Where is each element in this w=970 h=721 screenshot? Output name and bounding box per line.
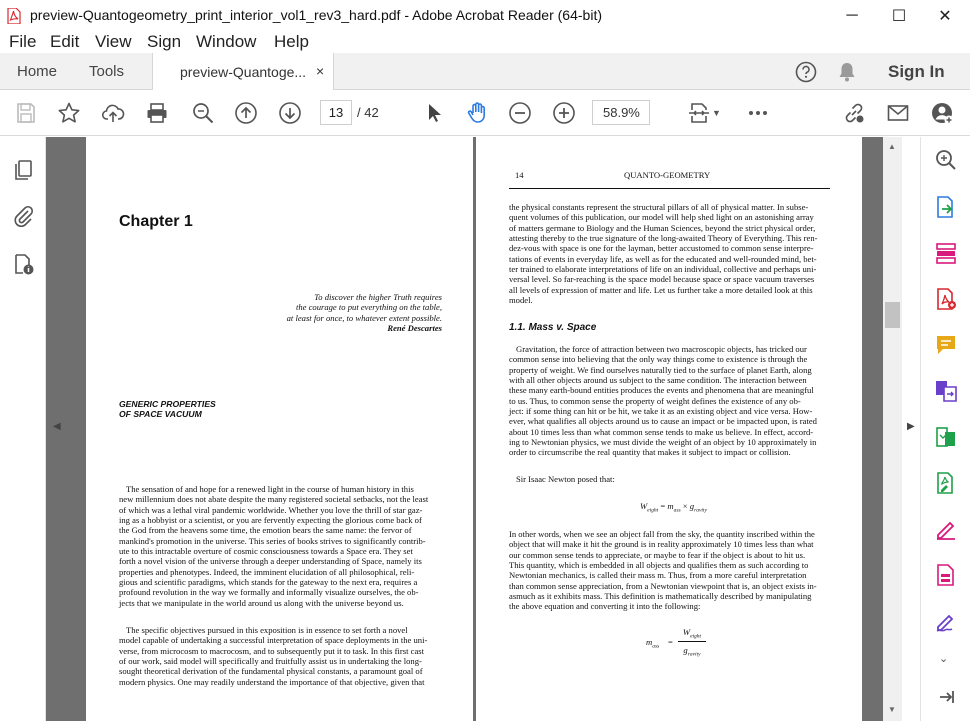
eq-operator: = bbox=[660, 501, 666, 511]
bookmark-star-icon[interactable] bbox=[57, 101, 81, 125]
window-title: preview-Quantogeometry_print_interior_vol1_rev3_hard.pdf - Adobe Acrobat Reader (64-bit) bbox=[30, 7, 602, 23]
text-line: the above equation and converting it into the following: bbox=[509, 601, 701, 612]
zoom-level-input[interactable]: 58.9% bbox=[592, 100, 650, 125]
tab-bar bbox=[0, 53, 970, 90]
text-line: our common sense tends to appreciate, or maybe to fear if the object is about to hit us. bbox=[509, 549, 806, 560]
pdf-page-right bbox=[476, 137, 862, 721]
text-line: jects that we manipulate in the world around us along with the universe beyond us. bbox=[119, 597, 404, 608]
combine-files-icon[interactable] bbox=[934, 379, 958, 403]
menu-edit[interactable]: Edit bbox=[50, 32, 80, 51]
compress-pdf-icon[interactable] bbox=[934, 425, 958, 449]
eq-symbol: g bbox=[689, 501, 695, 511]
body-paragraph bbox=[509, 529, 830, 612]
page-number-input[interactable]: 13 bbox=[320, 100, 352, 125]
text-line: object that will make it hit the ground is in reality approximately 10 times less than what bbox=[509, 539, 814, 550]
next-page-icon[interactable] bbox=[278, 101, 302, 125]
text-line: versal level. So far-reaching is the space model because space or space vacuum traverses bbox=[509, 274, 815, 285]
text-line: of which was a lethal viral pandemic worldwide. Whether you love the thrill of star gaz- bbox=[119, 504, 423, 515]
text-line: the God from the heavens some time, the emotion bears the same name: the fervor of bbox=[119, 525, 412, 536]
text-line: of matters germane to Biology and the Human Sciences, beyond the strict physical order, bbox=[509, 222, 816, 233]
text-line: to us. Thus, to common sense the property of weight defines the existence of any ob- bbox=[509, 395, 801, 406]
eq-symbol: g bbox=[683, 645, 688, 655]
eq-symbol: W bbox=[682, 627, 691, 637]
epigraph-line: the courage to put everything on the table, bbox=[295, 302, 442, 313]
text-line: The specific objectives pursued in this exposition is in essence to set forth a novel bbox=[126, 625, 408, 635]
text-line: property of weight. We find ourselves naturally tied to the surface of planet Earth, along bbox=[509, 364, 812, 375]
export-pdf-icon[interactable] bbox=[934, 195, 958, 219]
eq-operator: × bbox=[682, 501, 688, 511]
text-line: The sensation of and hope for a renewed light in the course of human history in this bbox=[126, 484, 414, 494]
page-number: 14 bbox=[515, 170, 524, 180]
scrollbar-thumb[interactable] bbox=[885, 302, 900, 328]
text-line: about 10 times less than what common sense tends to make us believe. In effect, accord- bbox=[509, 426, 814, 437]
eq-subscript: ravity bbox=[687, 651, 701, 658]
text-line: tations of events in everyday life, as well as for the educated and well-rounded mind, bet- bbox=[509, 253, 817, 264]
title-bar bbox=[0, 0, 970, 31]
left-navigation-rail bbox=[0, 137, 46, 721]
close-tab-button[interactable]: × bbox=[316, 63, 325, 79]
text-line: verse, from microcosm to macrocosm, and to subsequently put it to task. In this first cast bbox=[119, 645, 425, 656]
menu-window[interactable]: Window bbox=[196, 32, 257, 51]
body-paragraph: Sir Isaac Newton posed that: bbox=[516, 474, 615, 484]
subsection-heading: 1.1. Mass v. Space bbox=[509, 322, 597, 333]
text-line: order to circumscribe the real quantity that makes it subject to impact or collision. bbox=[509, 447, 791, 458]
right-tools-rail bbox=[920, 137, 970, 721]
eq-subscript: ass bbox=[652, 643, 660, 650]
email-icon[interactable] bbox=[886, 101, 910, 125]
chapter-title: Chapter 1 bbox=[119, 213, 193, 230]
request-signature-icon[interactable] bbox=[934, 609, 958, 633]
tab-document-label: preview-Quantoge... bbox=[180, 64, 307, 80]
search-zoom-tool-icon[interactable] bbox=[934, 148, 958, 172]
close-icon: ✕ bbox=[938, 7, 952, 25]
collapse-right-pane-icon[interactable] bbox=[934, 685, 958, 709]
text-line: new millennium does not abate despite the many registered societal setbacks, not the least bbox=[119, 494, 429, 505]
text-line: ject: if some thing can hit or be hit, we take it as an existing object and vice versa. How- bbox=[509, 406, 813, 417]
hand-tool-icon[interactable] bbox=[465, 101, 489, 125]
section-heading-line: GENERIC PROPERTIES bbox=[119, 399, 216, 409]
text-line: forth a novel vision of the universe through a deeper understanding of Space, namely its bbox=[119, 556, 422, 567]
more-tools-icon[interactable] bbox=[746, 101, 770, 125]
text-line: attesting thereby to the true signature of the long-awaited Theory of Everything. This ren- bbox=[509, 233, 818, 244]
create-pdf-icon[interactable] bbox=[934, 287, 958, 311]
text-line: than common sense appreciation, from a Newtonian viewpoint that is, an object exists in- bbox=[509, 580, 817, 591]
text-line: ute to this intractable overture of cosmic consciousness towards a Space era. They set bbox=[119, 546, 413, 557]
epigraph bbox=[182, 292, 442, 333]
body-paragraph bbox=[509, 202, 830, 305]
text-line: mankind's promotion in the universe. This series of books strives to significantly contrib- bbox=[119, 535, 426, 546]
eq-symbol: m bbox=[667, 501, 674, 511]
add-user-icon[interactable] bbox=[930, 101, 954, 125]
zoom-search-icon[interactable] bbox=[191, 101, 215, 125]
text-line: profound revolution in the way we formally and informally visualize ourselves, the ob- bbox=[119, 587, 419, 598]
eq-symbol: W bbox=[640, 501, 648, 511]
text-line: This quantity, which is embedded in all objects and qualifies them as such according to bbox=[509, 560, 809, 571]
minimize-button[interactable] bbox=[829, 0, 875, 31]
tab-document[interactable] bbox=[152, 53, 334, 91]
acrobat-pdf-icon bbox=[7, 8, 21, 24]
minimize-icon: ─ bbox=[846, 6, 858, 24]
epigraph-author: René Descartes bbox=[387, 322, 442, 333]
share-link-icon[interactable] bbox=[842, 101, 866, 125]
text-line: In other words, when we see an object fall from the sky, the quantity inscribed within the bbox=[509, 529, 815, 539]
close-window-button[interactable] bbox=[922, 0, 968, 31]
notifications-bell-icon[interactable] bbox=[837, 61, 857, 83]
epigraph-line: To discover the higher Truth requires bbox=[314, 292, 442, 302]
text-line: these many earth-bound entities produces the events and phenomena that are meaningful bbox=[509, 385, 814, 396]
help-icon[interactable] bbox=[795, 61, 817, 83]
eq-operator: = bbox=[668, 637, 673, 647]
scroll-up-arrow-icon[interactable]: ▲ bbox=[888, 142, 896, 151]
page-total: / 42 bbox=[357, 105, 379, 120]
maximize-icon: ☐ bbox=[891, 7, 907, 25]
sign-in-button[interactable]: Sign In bbox=[888, 62, 945, 81]
protect-form-icon[interactable] bbox=[934, 563, 958, 587]
text-line: properties and phenotypes. Indeed, the imminent elucidation of all philosophical, reli- bbox=[119, 566, 415, 577]
fill-sign-icon[interactable] bbox=[934, 517, 958, 541]
eq-subscript: ass bbox=[673, 507, 681, 514]
text-line: ing as a hobbyist or a scientist, or you are fervently expecting the glorious come back of bbox=[119, 515, 422, 526]
pdf-page-left bbox=[86, 137, 473, 721]
tab-home[interactable]: Home bbox=[17, 63, 58, 80]
body-paragraph bbox=[509, 344, 830, 458]
comment-icon[interactable] bbox=[934, 333, 958, 357]
text-line: gious and scientific paradigms, which stands for the gateway to the next era, requires a bbox=[119, 577, 418, 588]
vertical-scrollbar[interactable] bbox=[883, 137, 902, 721]
eq-subscript: eight bbox=[647, 507, 659, 514]
text-line: ing to Newtonian physics, we must divide the weight of an object by 10 approximately in bbox=[509, 437, 817, 448]
eq-subscript: eight bbox=[690, 633, 702, 640]
equation-weight bbox=[640, 501, 707, 514]
menu-file[interactable]: File bbox=[9, 32, 37, 51]
text-line: model capable of undertaking a successful interpretation of space deployments in the uni- bbox=[119, 635, 428, 646]
menu-help[interactable]: Help bbox=[274, 32, 309, 51]
chevron-down-icon[interactable]: ▼ bbox=[712, 108, 721, 118]
text-line: asmuch as it exhibits mass. This definition is mathematically described by manipulating bbox=[509, 591, 812, 602]
more-tools-chevron-down-icon[interactable]: ⌄ bbox=[939, 653, 949, 665]
menu-bar bbox=[0, 31, 970, 53]
scroll-down-arrow-icon[interactable]: ▼ bbox=[888, 705, 896, 714]
section-heading bbox=[119, 399, 216, 420]
document-info-icon[interactable] bbox=[11, 252, 35, 276]
maximize-button[interactable] bbox=[876, 0, 922, 31]
print-icon[interactable] bbox=[145, 101, 169, 125]
select-cursor-icon[interactable] bbox=[422, 101, 446, 125]
text-line: modern physics. One may readily understand the importance of that objective, given that bbox=[119, 676, 425, 687]
fraction-bar bbox=[678, 641, 706, 642]
previous-page-icon[interactable] bbox=[234, 101, 258, 125]
text-line: common sense into believing that the only way things come to existence is through the bbox=[509, 354, 808, 365]
collapse-left-panel-arrow-icon[interactable]: ◀ bbox=[53, 421, 61, 432]
zoom-in-icon[interactable] bbox=[552, 101, 576, 125]
body-paragraph bbox=[119, 484, 442, 608]
section-heading-line: OF SPACE VACUUM bbox=[119, 409, 202, 420]
eq-symbol: m bbox=[646, 637, 653, 647]
toolbar bbox=[0, 90, 970, 136]
edit-pdf-icon[interactable] bbox=[934, 471, 958, 495]
text-line: quent volumes of this publication, our model will help shed light on an astonishing array bbox=[509, 212, 814, 223]
epigraph-line: at least for once, to whatever extent possible. bbox=[286, 312, 442, 323]
upload-cloud-icon[interactable] bbox=[101, 101, 125, 125]
expand-right-panel-arrow-icon[interactable]: ▶ bbox=[907, 421, 915, 432]
text-line: the physical constants represent the structural pillars of all of physical matter. In subse- bbox=[509, 202, 809, 212]
organize-pages-icon[interactable] bbox=[934, 241, 958, 265]
zoom-out-icon[interactable] bbox=[508, 101, 532, 125]
text-line: Newtonian mechanics, is called their mass m. Thus, from a more careful interpretation bbox=[509, 570, 807, 581]
tab-tools[interactable]: Tools bbox=[89, 63, 125, 80]
running-head: QUANTO-GEOMETRY bbox=[624, 170, 711, 180]
save-icon[interactable] bbox=[14, 101, 38, 125]
eq-subscript: ravity bbox=[694, 507, 707, 514]
text-line: of our work, said model will specifically and fruitfully assist us in undertaking the long- bbox=[119, 656, 422, 667]
attachments-paperclip-icon[interactable] bbox=[11, 204, 35, 228]
text-line: sought theoretical derivation of the fundamental physical constants, a paramount goal of bbox=[119, 666, 423, 677]
text-line: Gravitation, the force of attraction between two macroscopic objects, has tricked our bbox=[516, 344, 807, 354]
text-line: with all other objects around us subject to the same condition. The interaction between bbox=[509, 375, 807, 386]
document-view[interactable] bbox=[46, 137, 902, 721]
text-line: all levels of expression of matter and life. Let us further take a more detailed look at this bbox=[509, 284, 813, 295]
text-line: dez-vous with space is one for the layman, better accustomed to common sense interpre- bbox=[509, 243, 814, 254]
body-paragraph bbox=[119, 625, 442, 687]
menu-view[interactable]: View bbox=[95, 32, 132, 51]
header-rule bbox=[509, 188, 830, 189]
menu-sign[interactable]: Sign bbox=[147, 32, 182, 51]
page-thumbnails-icon[interactable] bbox=[11, 158, 35, 182]
text-line: model. bbox=[509, 295, 533, 306]
right-panel-gutter bbox=[902, 137, 920, 721]
text-line: ter trained to elaborate interpretations of life on an individual, collective and perhaps uni- bbox=[509, 264, 817, 275]
text-line: ever, what qualifies all objects around us to cause an impact or be impacted upon, is rated bbox=[509, 416, 817, 427]
page-fit-icon[interactable] bbox=[687, 101, 711, 125]
